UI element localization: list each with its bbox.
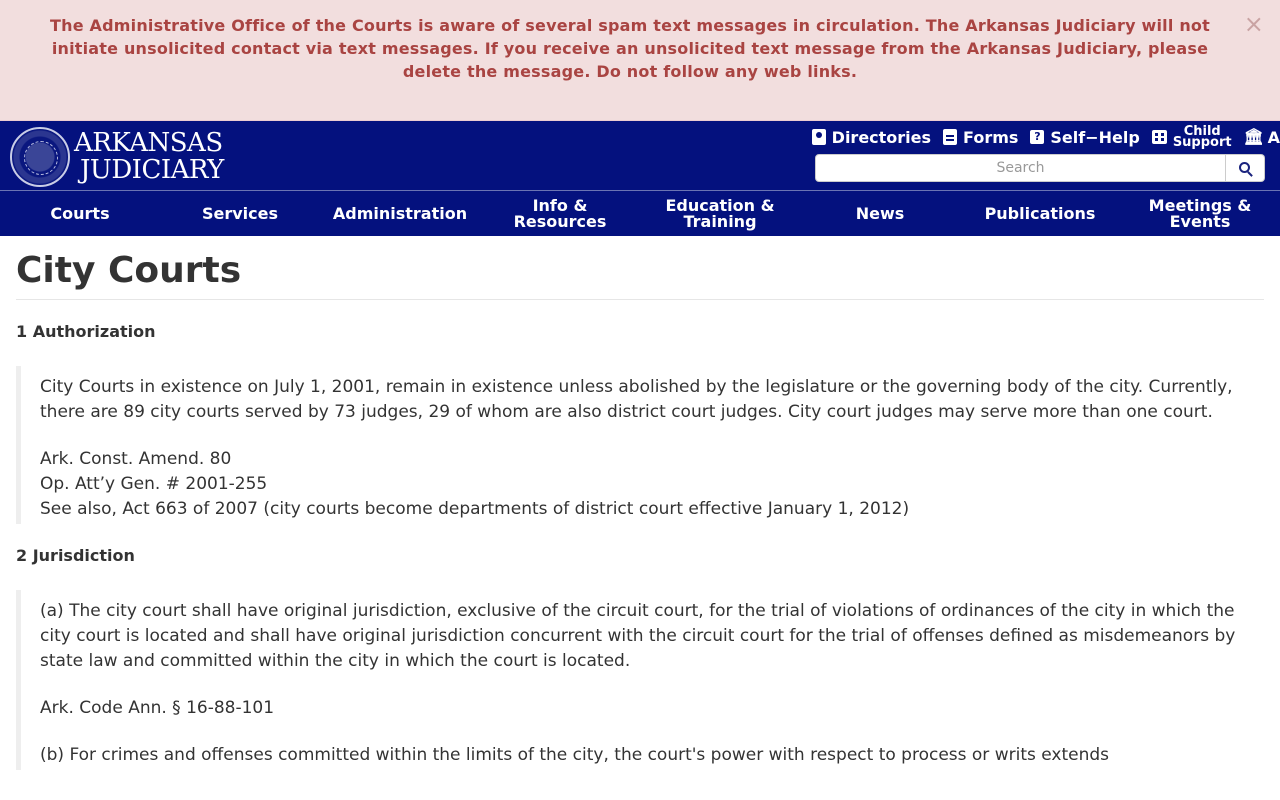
main-navigation bbox=[0, 191, 1280, 236]
logo-text: ARKANSAS JUDICIARY bbox=[74, 128, 224, 185]
authorization-text: City Courts in existence on July 1, 2001, remain in existence unless abolished by the legislature or the governing body of the city. Currently, there are 89 city courts served by 73 judges, 29 of whom are also district court judges. City court judges may serve more than one court. bbox=[40, 377, 1233, 422]
site-header bbox=[0, 121, 1280, 236]
close-icon[interactable]: × bbox=[1243, 10, 1264, 38]
self-help-link[interactable]: ? Self−Help bbox=[1030, 128, 1139, 147]
nav-news[interactable]: News bbox=[855, 203, 905, 223]
question-icon: ? bbox=[1030, 130, 1044, 144]
citation: Op. Att’y Gen. # 2001-255 bbox=[40, 474, 268, 494]
institution-link[interactable]: 🏛 A bbox=[1243, 127, 1280, 147]
main-content bbox=[16, 236, 1264, 770]
search-icon bbox=[1239, 162, 1250, 173]
nav-info-resources[interactable]: Info & Resources bbox=[513, 195, 607, 231]
utility-links bbox=[800, 126, 1280, 148]
document-icon bbox=[943, 129, 957, 145]
search-input[interactable] bbox=[815, 154, 1226, 182]
directories-link[interactable]: Directories bbox=[812, 128, 931, 147]
authorization-blockquote bbox=[16, 366, 1264, 524]
section-heading-authorization: 1 Authorization bbox=[16, 322, 156, 341]
search-button[interactable] bbox=[1226, 154, 1265, 182]
supreme-court-seal-icon bbox=[10, 127, 70, 187]
jurisdiction-blockquote bbox=[16, 590, 1264, 770]
alert-message: The Administrative Office of the Courts is aware of several spam text messages in circulation. The Arkansas Judiciary will not initiate unsolicited contact via text messages. If you receive an unsolicited text message from the Arkansas Judiciary, please delete the message. Do not follow any web links. bbox=[50, 16, 1210, 81]
nav-courts[interactable]: Courts bbox=[50, 203, 110, 223]
page-title: City Courts bbox=[16, 250, 242, 291]
nav-administration[interactable]: Administration bbox=[332, 203, 468, 223]
nav-meetings-events[interactable]: Meetings & Events bbox=[1148, 195, 1252, 231]
nav-services[interactable]: Services bbox=[201, 203, 279, 223]
section-heading-jurisdiction: 2 Jurisdiction bbox=[16, 546, 135, 565]
courthouse-icon: 🏛 bbox=[1243, 127, 1264, 146]
site-logo[interactable] bbox=[10, 126, 224, 188]
forms-link[interactable]: Forms bbox=[943, 128, 1018, 147]
jurisdiction-text-b: (b) For crimes and offenses committed within the limits of the city, the court's power with respect to process or writs extends bbox=[40, 745, 1110, 765]
nav-publications[interactable]: Publications bbox=[984, 203, 1096, 223]
citation: See also, Act 663 of 2007 (city courts become departments of district court effective January 1, 2012) bbox=[40, 499, 910, 519]
contact-card-icon bbox=[812, 129, 826, 145]
jurisdiction-text-a: (a) The city court shall have original jurisdiction, exclusive of the circuit court, for the trial of violations of ordinances of the city in which the city court is located and shall have original jurisdiction concurrent with the circuit court for the trial of offenses defined as misdemeanors by state law and committed within the city in which the court is located. bbox=[40, 601, 1236, 671]
child-support-link[interactable]: Child Support bbox=[1152, 126, 1232, 148]
spam-alert-banner bbox=[0, 0, 1280, 121]
site-search bbox=[815, 154, 1265, 182]
title-divider bbox=[16, 299, 1264, 300]
calculator-icon bbox=[1152, 130, 1167, 144]
citation: Ark. Const. Amend. 80 bbox=[40, 449, 232, 469]
authorization-citations bbox=[40, 447, 1264, 522]
citation: Ark. Code Ann. § 16-88-101 bbox=[40, 698, 275, 718]
nav-education-training[interactable]: Education & Training bbox=[665, 195, 775, 231]
